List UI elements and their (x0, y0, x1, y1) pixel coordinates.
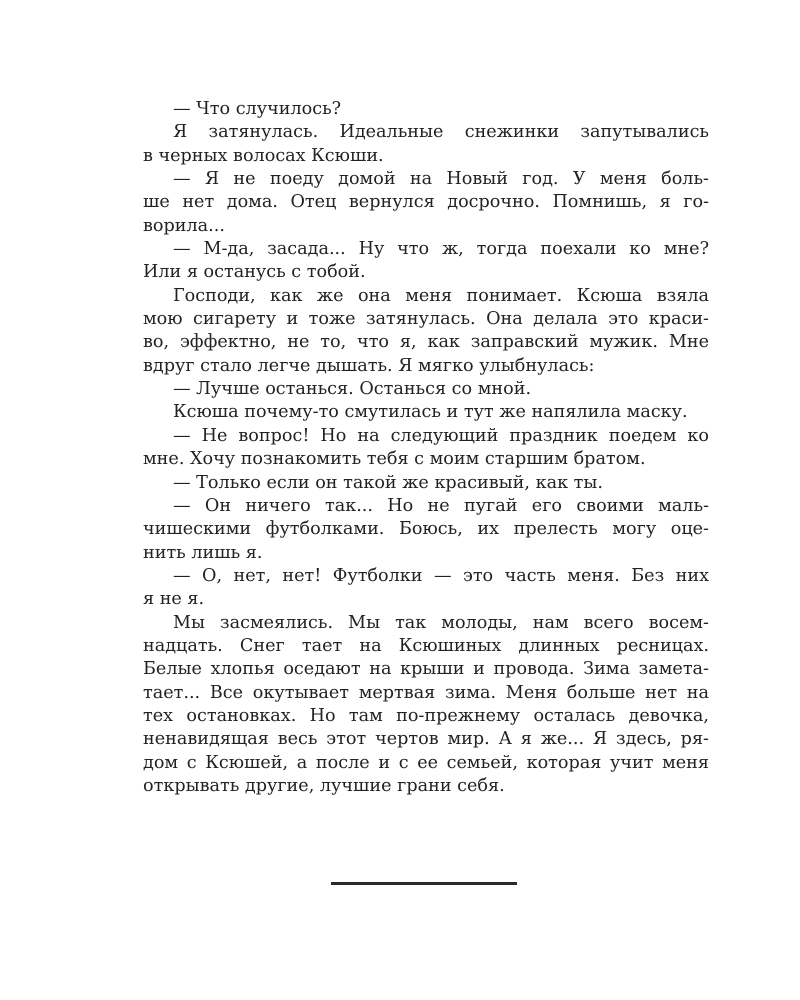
text-line: ше нет дома. Отец вернулся досрочно. Помнишь, я го- (143, 192, 709, 213)
text-line: тех остановках. Но там по-прежнему осталась девочка, (143, 705, 709, 726)
text-line: тает... Все окутывает мертвая зима. Меня больше нет на (143, 682, 709, 703)
text-line: — Только если он такой же красивый, как ты. (173, 472, 603, 493)
text-line: ненавидящая весь этот чертов мир. А я же... Я здесь, ря- (143, 729, 709, 750)
text-line: во, эффектно, не то, что я, как заправский мужик. Мне (143, 332, 709, 353)
text-line: нить лишь я. (143, 542, 263, 563)
text-line: — Что случилось? (173, 99, 342, 119)
text-line: Мы засмеялись. Мы так молоды, нам всего восем- (173, 612, 709, 633)
text-line: надцать. Снег тает на Ксюшиных длинных ресницах. (143, 635, 709, 656)
text-line: в черных волосах Ксюши. (143, 145, 384, 166)
text-line: — Он ничего так... Но не пугай его своими маль- (173, 495, 709, 516)
text-line: — О, нет, нет! Футболки — это часть меня. Без них (173, 565, 709, 586)
text-line: — Не вопрос! Но на следующий праздник поедем ко (173, 425, 709, 446)
text-line: — Лучше останься. Останься со мной. (173, 379, 532, 400)
text-line: Или я останусь с тобой. (143, 262, 366, 283)
text-line: Я затянулась. Идеальные снежинки запутывались (173, 122, 709, 143)
text-line: Господи, как же она меня понимает. Ксюша взяла (173, 285, 709, 306)
text-line: мою сигарету и тоже затянулась. Она делала это краси- (143, 309, 709, 330)
text-line: мне. Хочу познакомить тебя с моим старшим братом. (143, 449, 646, 470)
page-text-block (143, 98, 709, 798)
text-line: вдруг стало легче дышать. Я мягко улыбнулась: (143, 355, 595, 376)
text-line: Ксюша почему-то смутилась и тут же напялила маску. (173, 402, 688, 423)
text-line: дом с Ксюшей, а после и с ее семьей, которая учит меня (143, 752, 709, 773)
text-line: — М-да, засада... Ну что ж, тогда поехали ко мне? (173, 239, 709, 260)
text-line: Белые хлопья оседают на крыши и провода. Зима замета- (143, 659, 709, 680)
section-divider-rule (331, 882, 517, 885)
text-line: открывать другие, лучшие грани себя. (143, 775, 505, 796)
text-line: чишескими футболками. Боюсь, их прелесть могу оце- (143, 519, 709, 540)
text-line: я не я. (143, 589, 205, 610)
text-line: ворила... (143, 215, 225, 236)
text-line: — Я не поеду домой на Новый год. У меня боль- (173, 169, 709, 190)
